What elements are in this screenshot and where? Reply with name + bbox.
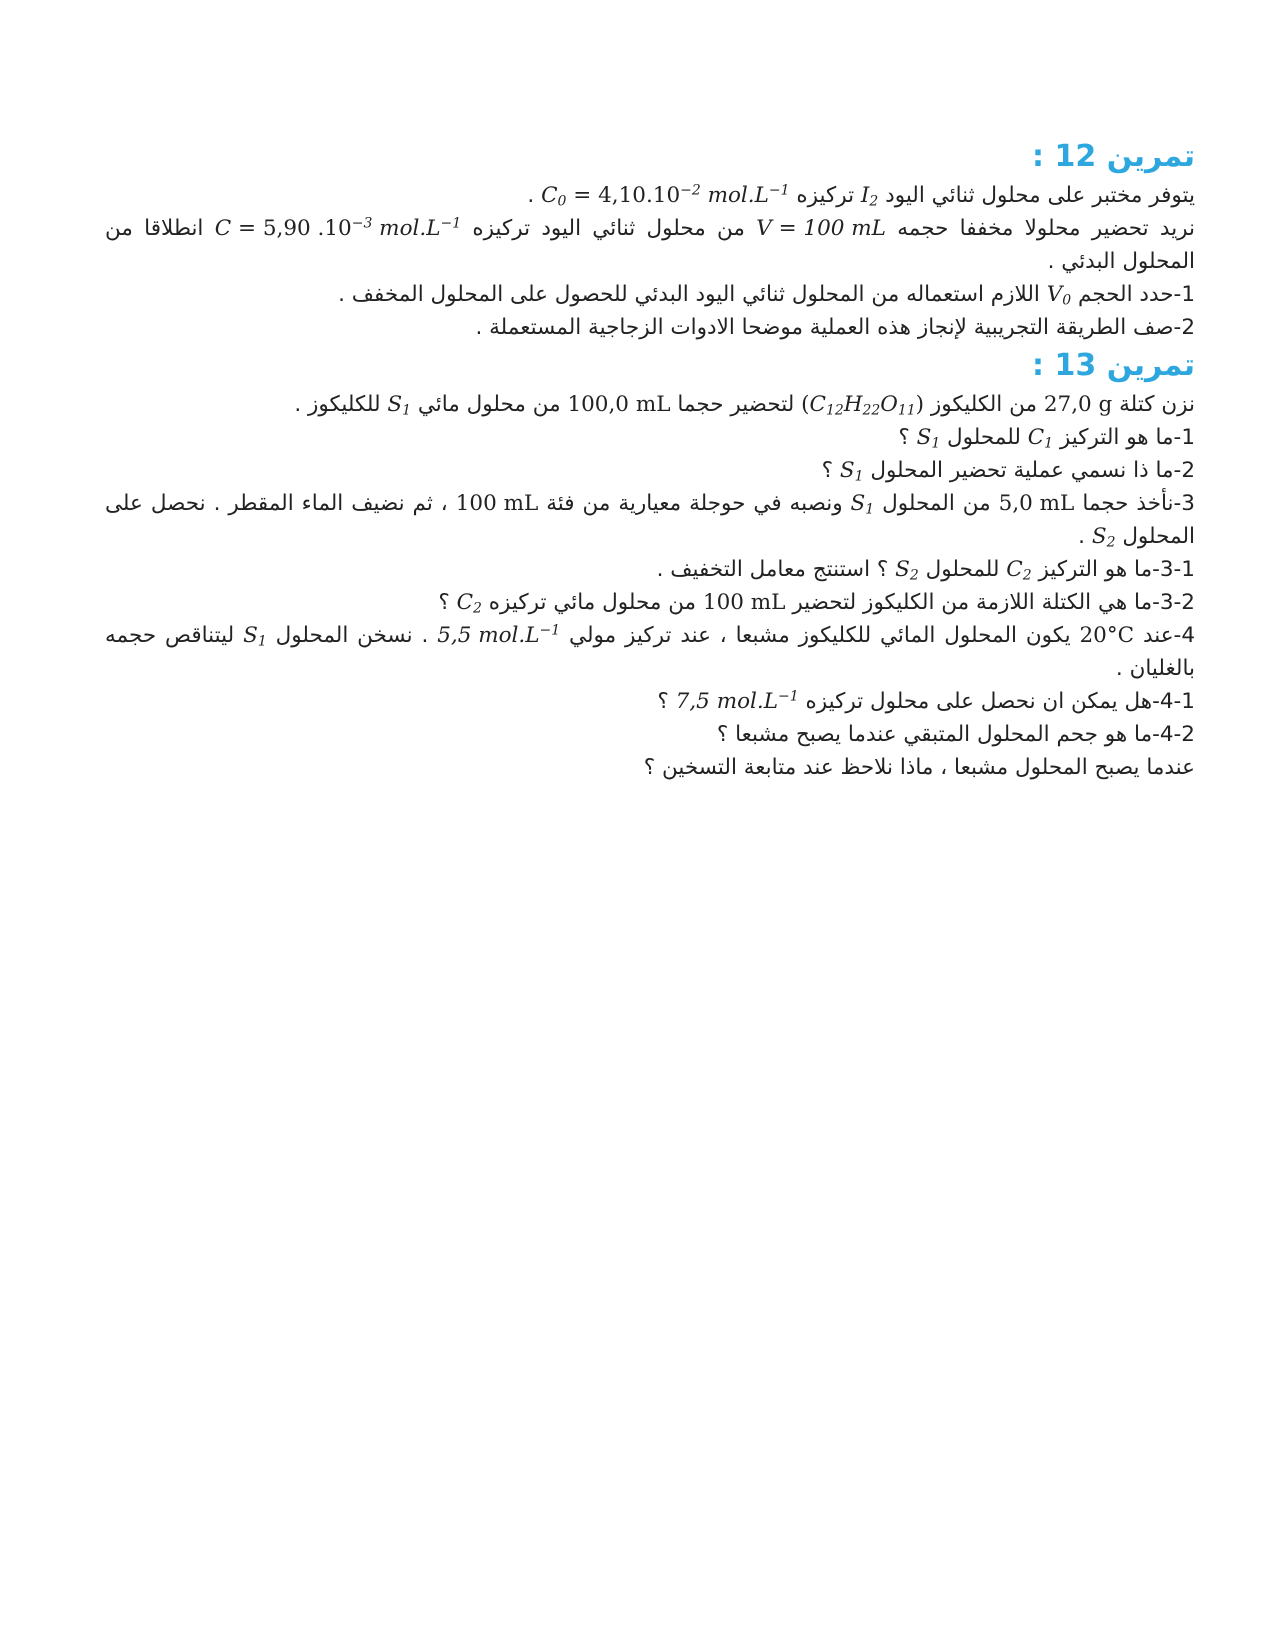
formula-mass: 27,0 g [1043,392,1113,417]
text: 3-نأخذ حجما [1082,491,1195,516]
formula-volume-3: 100 mL [455,491,539,516]
exercise-page [105,135,1195,784]
ex12-question-1 [105,278,1195,311]
text: 2-ما ذا نسمي عملية تحضير المحلول [870,458,1195,483]
text: من محلول مائي [417,392,561,417]
formula-glucose: $(C_{12}H_{22}O_{11})$ [801,392,925,419]
text: ؟ [821,458,834,483]
ex12-paragraph-1 [105,179,1195,212]
text: للمحلول [925,557,1000,582]
formula-c2: $C_2$ [1006,557,1032,584]
formula-c1: $C_1$ [1027,425,1054,452]
formula-c0: $C_0 = 4,10.10^{-2}$ $mol.L^{-1}$ [541,182,790,210]
text: . [527,183,535,208]
text: 4-1-هل يمكن ان نحصل على محلول تركيزه [805,689,1195,714]
formula-c2: $C_2$ [456,590,482,617]
text: ونصبه في حوجلة معيارية من فئة [546,491,843,516]
ex13-paragraph-1 [105,388,1195,421]
text: ، ثم نضيف الماء المقطر . نحصل على المحلول [105,491,1195,549]
formula-volume-2: 5,0 mL [998,491,1075,516]
formula-s2: $S_2$ [1091,524,1116,551]
formula-volume: V = 100 mL [756,216,886,241]
text: 3-2-ما هي الكتلة اللازمة من الكليكوز لتحضير [792,590,1195,615]
text: يكون المحلول المائي للكليكوز مشبعا ، عند تركيز مولي [569,623,1071,648]
text: يتوفر مختبر على محلول ثنائي اليود [885,183,1195,208]
ex13-question-1 [105,421,1195,454]
formula-s1: $S_1$ [243,623,267,650]
text: لتحضير حجما [677,392,795,417]
text: نريد تحضير محلولا مخففا حجمه [897,216,1196,241]
text: تركيزه [796,183,855,208]
text: . نسخن المحلول [275,623,429,648]
text: نزن كتلة [1119,392,1195,417]
formula-s1: $S_1$ [916,425,941,452]
ex13-question-3-1 [105,553,1195,586]
text: 3-1-ما هو التركيز [1038,557,1195,582]
formula-temperature: 20°C [1079,623,1135,648]
formula-i2: $I_2$ [860,183,879,210]
ex13-question-3-2 [105,586,1195,619]
formula-volume-1: 100,0 mL [567,392,671,417]
text: . [1078,524,1085,549]
ex13-question-3 [105,487,1195,553]
ex13-question-2 [105,454,1195,487]
formula-conc-1: 5,5 $mol.L^{-1}$ [437,622,561,648]
ex12-question-2: 2-صف الطريقة التجريبية لإنجاز هذه العملية موضحا الادوات الزجاجية المستعملة . [475,315,1195,340]
text: ؟ [438,590,450,615]
text: من محلول مائي تركيزه [488,590,697,615]
ex12-paragraph-2 [105,212,1195,278]
ex13-question-4-1 [105,685,1195,718]
text: 4-عند [1142,623,1196,648]
formula-conc-2: 7,5 $mol.L^{-1}$ [675,688,799,714]
formula-s1: $S_1$ [850,491,875,518]
text: ليتناقص حجمه بالغليان . [105,623,1195,681]
formula-v0: $V_0$ [1046,282,1072,309]
text: 1-ما هو التركيز [1059,425,1195,450]
exercise-13-title: تمرين 13 : [1032,348,1195,383]
ex13-question-4 [105,619,1195,685]
formula-c: C = 5,90 $.10^{-3}$ $mol.L^{-1}$ [214,215,462,241]
text: من محلول ثنائي اليود تركيزه [472,216,745,241]
text: ؟ [657,689,669,714]
ex13-question-4-2: 4-2-ما هو جحم المحلول المتبقي عندما يصبح مشبعا ؟ [716,722,1195,747]
text: انطلاقا من المحلول البدئي . [105,216,1195,274]
text: للكليكوز . [294,392,381,417]
text: للمحلول [947,425,1021,450]
text: من الكليكوز [930,392,1037,417]
text: اللازم استعماله من المحلول ثنائي اليود البدئي للحصول على المحلول المخفف . [338,282,1040,307]
text: من المحلول [882,491,991,516]
formula-s1: $S_1$ [387,392,411,419]
text: ؟ [898,425,910,450]
formula-volume-3: 100 mL [702,590,786,615]
formula-s1: $S_1$ [839,458,864,485]
ex13-question-4-3: عندما يصبح المحلول مشبعا ، ماذا نلاحظ عند متابعة التسخين ؟ [643,755,1195,780]
text: ؟ استنتج معامل التخفيف . [656,557,889,582]
text: 1-حدد الحجم [1077,282,1195,307]
formula-s2: $S_2$ [895,557,919,584]
exercise-12-title: تمرين 12 : [1032,139,1195,174]
